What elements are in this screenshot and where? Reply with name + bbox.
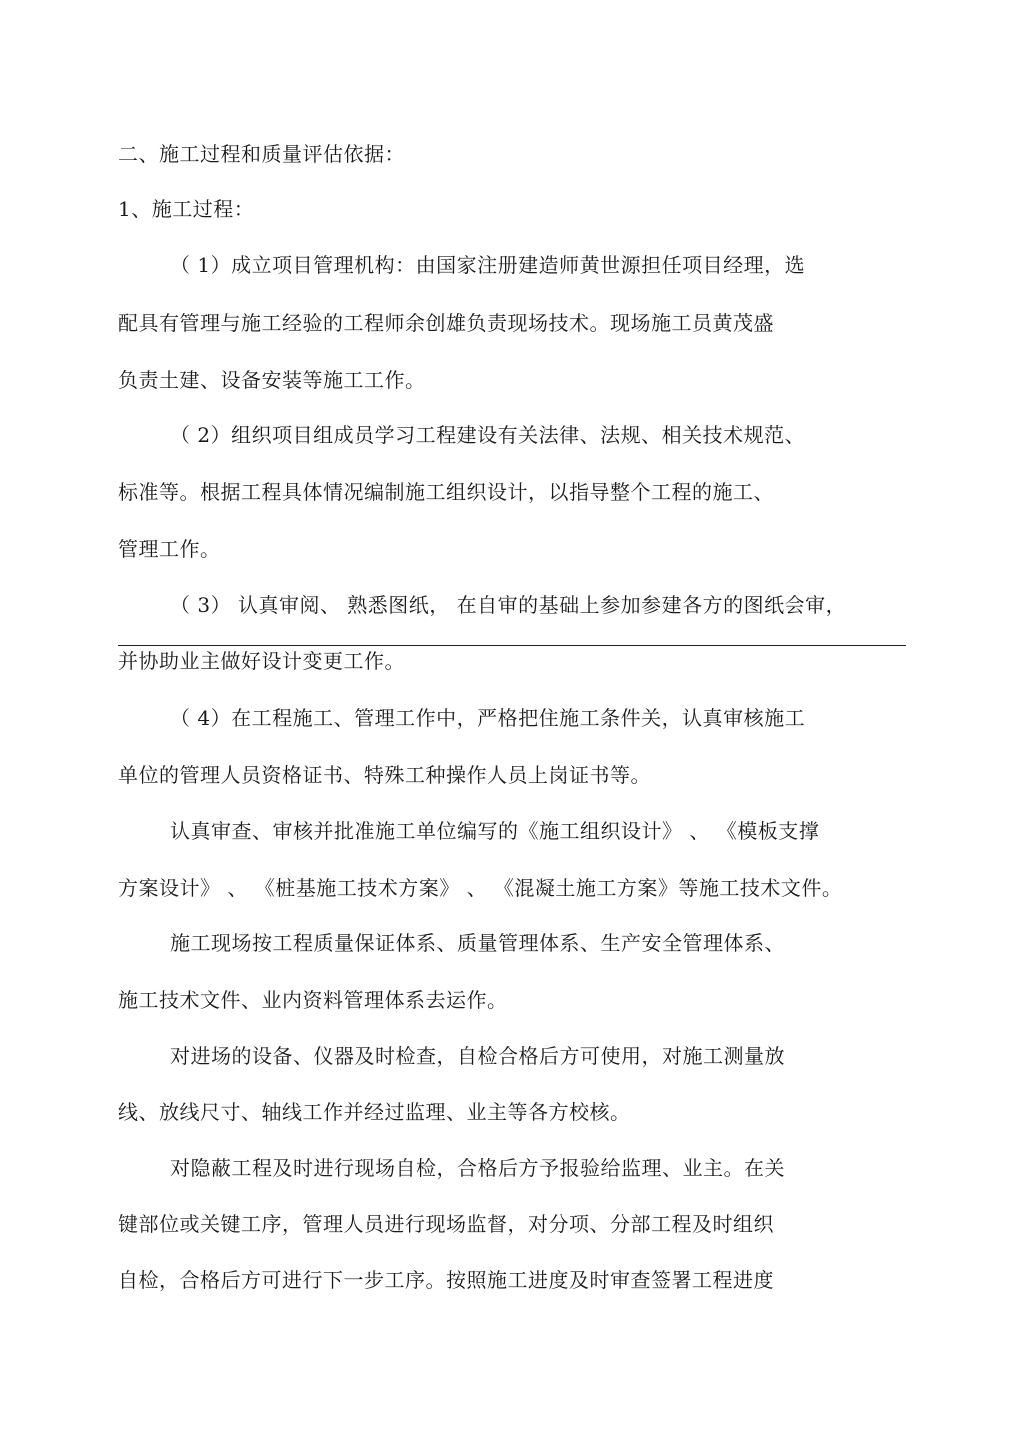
paragraph-line: 对进场的设备、仪器及时检查，自检合格后方可使用，对施工测量放: [170, 1044, 785, 1068]
paragraph-line: 并协助业主做好设计变更工作。: [118, 649, 405, 673]
paragraph-line: （ 3） 认真审阅、 熟悉图纸， 在自审的基础上参加参建各方的图纸会审，: [170, 593, 847, 617]
paragraph-line: 负责土建、设备安装等施工工作。: [118, 368, 426, 392]
horizontal-rule: [118, 645, 906, 646]
paragraph-line: （ 4）在工程施工、管理工作中，严格把住施工条件关，认真审核施工: [170, 706, 806, 730]
paragraph-line: 自检，合格后方可进行下一步工序。按照施工进度及时审查签署工程进度: [118, 1268, 774, 1292]
section-heading: 二、施工过程和质量评估依据：: [118, 142, 405, 166]
paragraph-line: 单位的管理人员资格证书、特殊工种操作人员上岗证书等。: [118, 763, 651, 787]
paragraph-line: 线、放线尺寸、轴线工作并经过监理、业主等各方校核。: [118, 1100, 631, 1124]
paragraph-line: 配具有管理与施工经验的工程师余创雄负责现场技术。现场施工员黄茂盛: [118, 311, 774, 335]
paragraph-line: 施工技术文件、业内资料管理体系去运作。: [118, 988, 508, 1012]
paragraph-line: 标准等。根据工程具体情况编制施工组织设计，以指导整个工程的施工、: [118, 480, 774, 504]
paragraph-line: （ 2）组织项目组成员学习工程建设有关法律、法规、相关技术规范、: [170, 423, 806, 447]
subsection-heading: 1、施工过程：: [118, 197, 255, 221]
paragraph-line: 键部位或关键工序，管理人员进行现场监督，对分项、分部工程及时组织: [118, 1212, 774, 1236]
paragraph-line: 方案设计》 、 《桩基施工技术方案》 、 《混凝土施工方案》等施工技术文件。: [118, 876, 843, 900]
paragraph-line: 管理工作。: [118, 537, 221, 561]
paragraph-line: 对隐蔽工程及时进行现场自检，合格后方予报验给监理、业主。在关: [170, 1156, 785, 1180]
paragraph-line: 施工现场按工程质量保证体系、质量管理体系、生产安全管理体系、: [170, 931, 785, 955]
paragraph-line: （ 1）成立项目管理机构：由国家注册建造师黄世源担任项目经理，选: [170, 253, 806, 277]
paragraph-line: 认真审查、审核并批准施工单位编写的《施工组织设计》 、 《模板支撑: [170, 819, 820, 843]
